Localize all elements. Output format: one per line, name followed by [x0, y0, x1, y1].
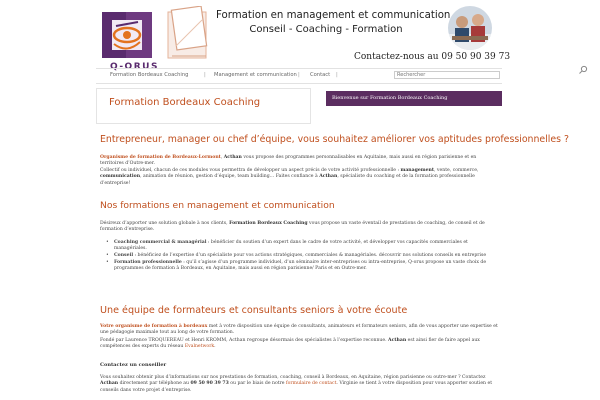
section-heading-equipe: Une équipe de formateurs et consultants seniors à votre écoute [100, 305, 408, 316]
list-item: • Coaching commercial & managérial : bénéficier du soutien d’un expert dans le cadre de votre activité, et développer vos capacités commerciales et managériales. [106, 240, 498, 253]
page-title-box [96, 88, 311, 124]
list-item: • Formation professionnelle : qu’il s’agisse d’un programme individuel, d’un séminaire inter-entreprises ou intra-entreprise, Q-orus propose un vaste choix de programmes de formation à Bordeaux, en Aquitaine, mais aussi en région parisienne/ Paris et en Outre-mer. [106, 260, 498, 273]
section3-paragraph-3: Vous souhaitez obtenir plus d’informations sur nos prestations de formation, coaching, conseil à Bordeaux, en Aquitaine, région parisienne ou outre-mer ? Contactez Acthan directement par téléphone au 09 50 90 39 73 ou par le biais de notre formulaire de contact. Virginie se tient à votre disposition pour vous apporter soutien et conseils dans votre projet d’entreprise. [100, 375, 493, 393]
phone-number[interactable]: 09 50 90 39 73 [190, 381, 229, 387]
section1-paragraph-1: Organisme de formation de Bordeaux-Lormont, Acthan vous propose des programmes personnalisables en Aquitaine, mais aussi en région parisienne et en territoires d’Outre-mer. [100, 155, 477, 167]
nav-separator: | [204, 72, 206, 78]
section3-paragraph-2: Fondé par Laurence TROQUEREAU et Henri KROMM, Acthan regroupe désormais des spécialistes à l’expertise reconnue. Acthan est ainsi fier de faire appel aux compétences des experts du réseau Evalnetwork. [100, 338, 480, 350]
organisme-bordeaux-link[interactable]: Votre organisme de formation à bordeaux [100, 324, 208, 329]
list-item: • Conseil : bénéficiez de l’expertise d’un spécialiste pour vos actions stratégiques, commerciales & managériales. découvrir nos solutions conseils en entreprise [106, 253, 498, 259]
search-icon[interactable] [578, 60, 588, 70]
section1-paragraph-2: Collectif ou individuel, chacun de ces modules vous permettra de développer un aspect précis de votre activité professionnelle : management, vente, commerce, communication, animation de réunion, gestion d’équipe, team building… Faites confiance à Acthan, spécialiste du coaching et de la formation professionnelle d’entreprise! [100, 168, 479, 186]
search-input[interactable] [394, 71, 500, 79]
contact-form-link[interactable]: formulaire de contact [285, 381, 337, 387]
header-tagline: Formation en management et communication [216, 10, 451, 21]
organisme-link[interactable]: Organisme de formation de Bordeaux-Lormont [100, 155, 221, 160]
nav-separator: | [298, 72, 300, 78]
site-wrapper [96, 0, 570, 400]
header-contact-phone[interactable]: Contactez-nous au 09 50 90 39 73 [354, 52, 511, 62]
section-heading-formations: Nos formations en management et communication [100, 200, 335, 211]
services-list [106, 240, 498, 272]
evalnetwork-link[interactable]: Evalnetwork [184, 344, 215, 350]
nav-item-formation-bordeaux-coaching[interactable]: Formation Bordeaux Coaching [110, 72, 189, 78]
team-photo [448, 6, 492, 50]
qorus-logo[interactable] [98, 6, 156, 64]
section-heading-entrepreneur: Entrepreneur, manager ou chef d’équipe, vous souhaitez améliorer vos aptitudes professionnelles ? [100, 134, 570, 145]
welcome-banner: Bienvenue sur Formation Bordeaux Coaching [326, 91, 502, 106]
header-subtagline: Conseil - Coaching - Formation [249, 24, 403, 35]
page-title: Formation Bordeaux Coaching [109, 97, 261, 108]
main-nav [96, 68, 502, 84]
nav-item-management-communication[interactable]: Management et communication [214, 72, 297, 78]
nav-item-contact[interactable]: Contact [310, 72, 331, 78]
nav-separator: | [336, 72, 338, 78]
section2-intro: Désireux d’apporter une solution globale à nos clients, Formation Bordeaux Coaching vous propose un vaste éventail de prestations de coaching, de conseil et de formation d’entreprise. [100, 221, 485, 233]
contact-subheading: Contactez un conseiller [100, 362, 167, 368]
window-frame-illustration [166, 6, 210, 62]
logo-wordmark: Q-ORUS [110, 62, 159, 72]
section3-paragraph-1: Votre organisme de formation à bordeaux met à votre disposition une équipe de consultants, animateurs et formateurs seniors, afin de vous apporter une expertise et une pédagogie maximale tout au long de votre formation. [100, 324, 498, 336]
